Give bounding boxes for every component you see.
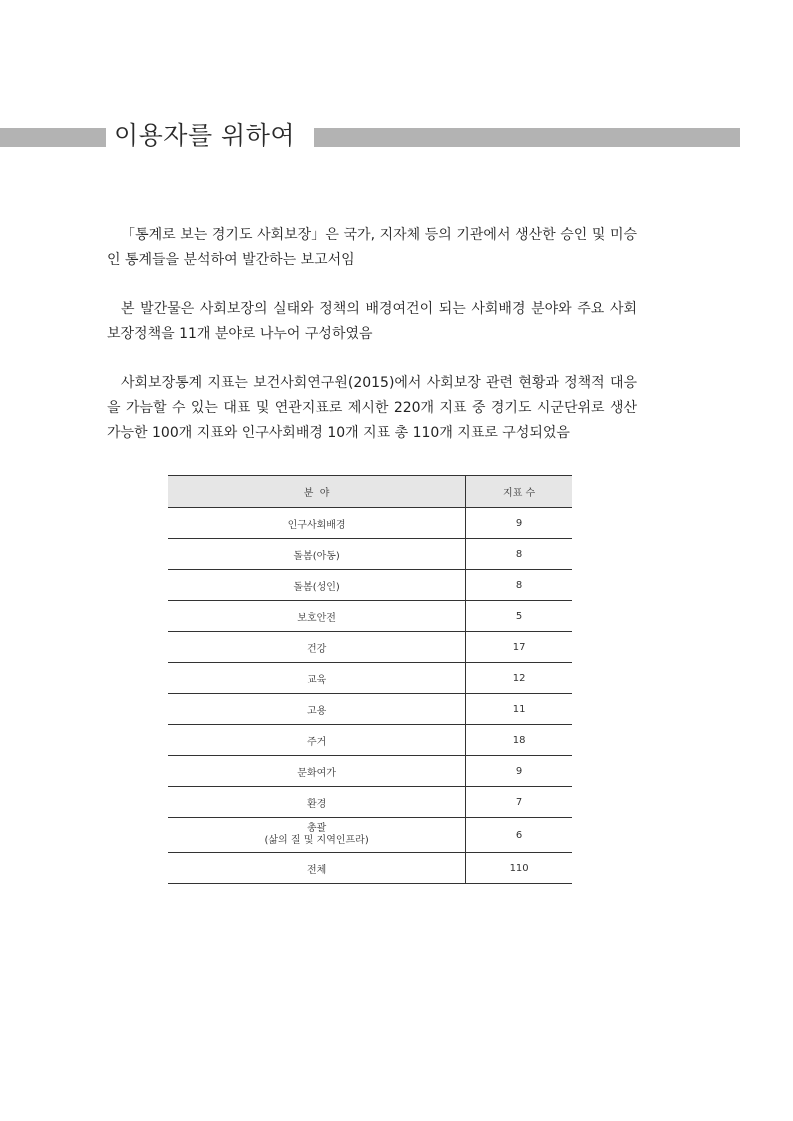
count-cell: 12: [466, 663, 572, 694]
field-cell: 문화여가: [168, 756, 466, 787]
table-row: [168, 601, 572, 632]
table-row: [168, 694, 572, 725]
table-row: [168, 570, 572, 601]
table-row: [168, 508, 572, 539]
table-row-total: [168, 853, 572, 884]
header-count: 지표 수: [466, 476, 572, 508]
count-cell: 6: [466, 818, 572, 853]
count-cell: 9: [466, 508, 572, 539]
count-cell: 9: [466, 756, 572, 787]
title-bar-right: [314, 128, 740, 147]
table-row: [168, 787, 572, 818]
table-row: [168, 632, 572, 663]
table-row: [168, 756, 572, 787]
field-cell: 고용: [168, 694, 466, 725]
field-main-label: 총괄: [306, 823, 327, 834]
count-cell: 17: [466, 632, 572, 663]
field-cell: 건강: [168, 632, 466, 663]
title-bar-left: [0, 128, 106, 147]
count-cell: 110: [466, 853, 572, 884]
field-cell: 돌봄(아동): [168, 539, 466, 570]
paragraph-scope: 본 발간물은 사회보장의 실태와 정책의 배경여건이 되는 사회배경 분야와 주요 사회보장정책을 11개 분야로 나누어 구성하였음: [107, 301, 637, 342]
field-cell: 인구사회배경: [168, 508, 466, 539]
table-row: [168, 818, 572, 853]
field-cell: 환경: [168, 787, 466, 818]
count-cell: 8: [466, 570, 572, 601]
paragraph-intro: 「통계로 보는 경기도 사회보장」은 국가, 지자체 등의 기관에서 생산한 승인 및 미승인 통계들을 분석하여 발간하는 보고서임: [107, 227, 637, 268]
field-cell: 전체: [168, 853, 466, 884]
header-field: 분 야: [168, 476, 466, 508]
count-cell: 8: [466, 539, 572, 570]
count-cell: 18: [466, 725, 572, 756]
field-cell: 주거: [168, 725, 466, 756]
field-cell: 교육: [168, 663, 466, 694]
field-cell: 보호안전: [168, 601, 466, 632]
count-cell: 11: [466, 694, 572, 725]
paragraph-indicators: 사회보장통계 지표는 보건사회연구원(2015)에서 사회보장 관련 현황과 정책적 대응을 가늠할 수 있는 대표 및 연관지표로 제시한 220개 지표 중 경기도 시군단위로 생산 가능한 100개 지표와 인구사회배경 10개 지표 총 110개 지표로 구성되었음: [107, 375, 637, 441]
count-cell: 5: [466, 601, 572, 632]
indicator-table: [168, 475, 572, 884]
table-header-row: [168, 476, 572, 508]
table-row: [168, 725, 572, 756]
table-row: [168, 663, 572, 694]
page-title: 이용자를 위하여: [114, 121, 295, 150]
table-row: [168, 539, 572, 570]
field-sub-label: (삶의 질 및 지역인프라): [264, 835, 369, 846]
field-cell: [168, 818, 466, 853]
field-cell: 돌봄(성인): [168, 570, 466, 601]
count-cell: 7: [466, 787, 572, 818]
